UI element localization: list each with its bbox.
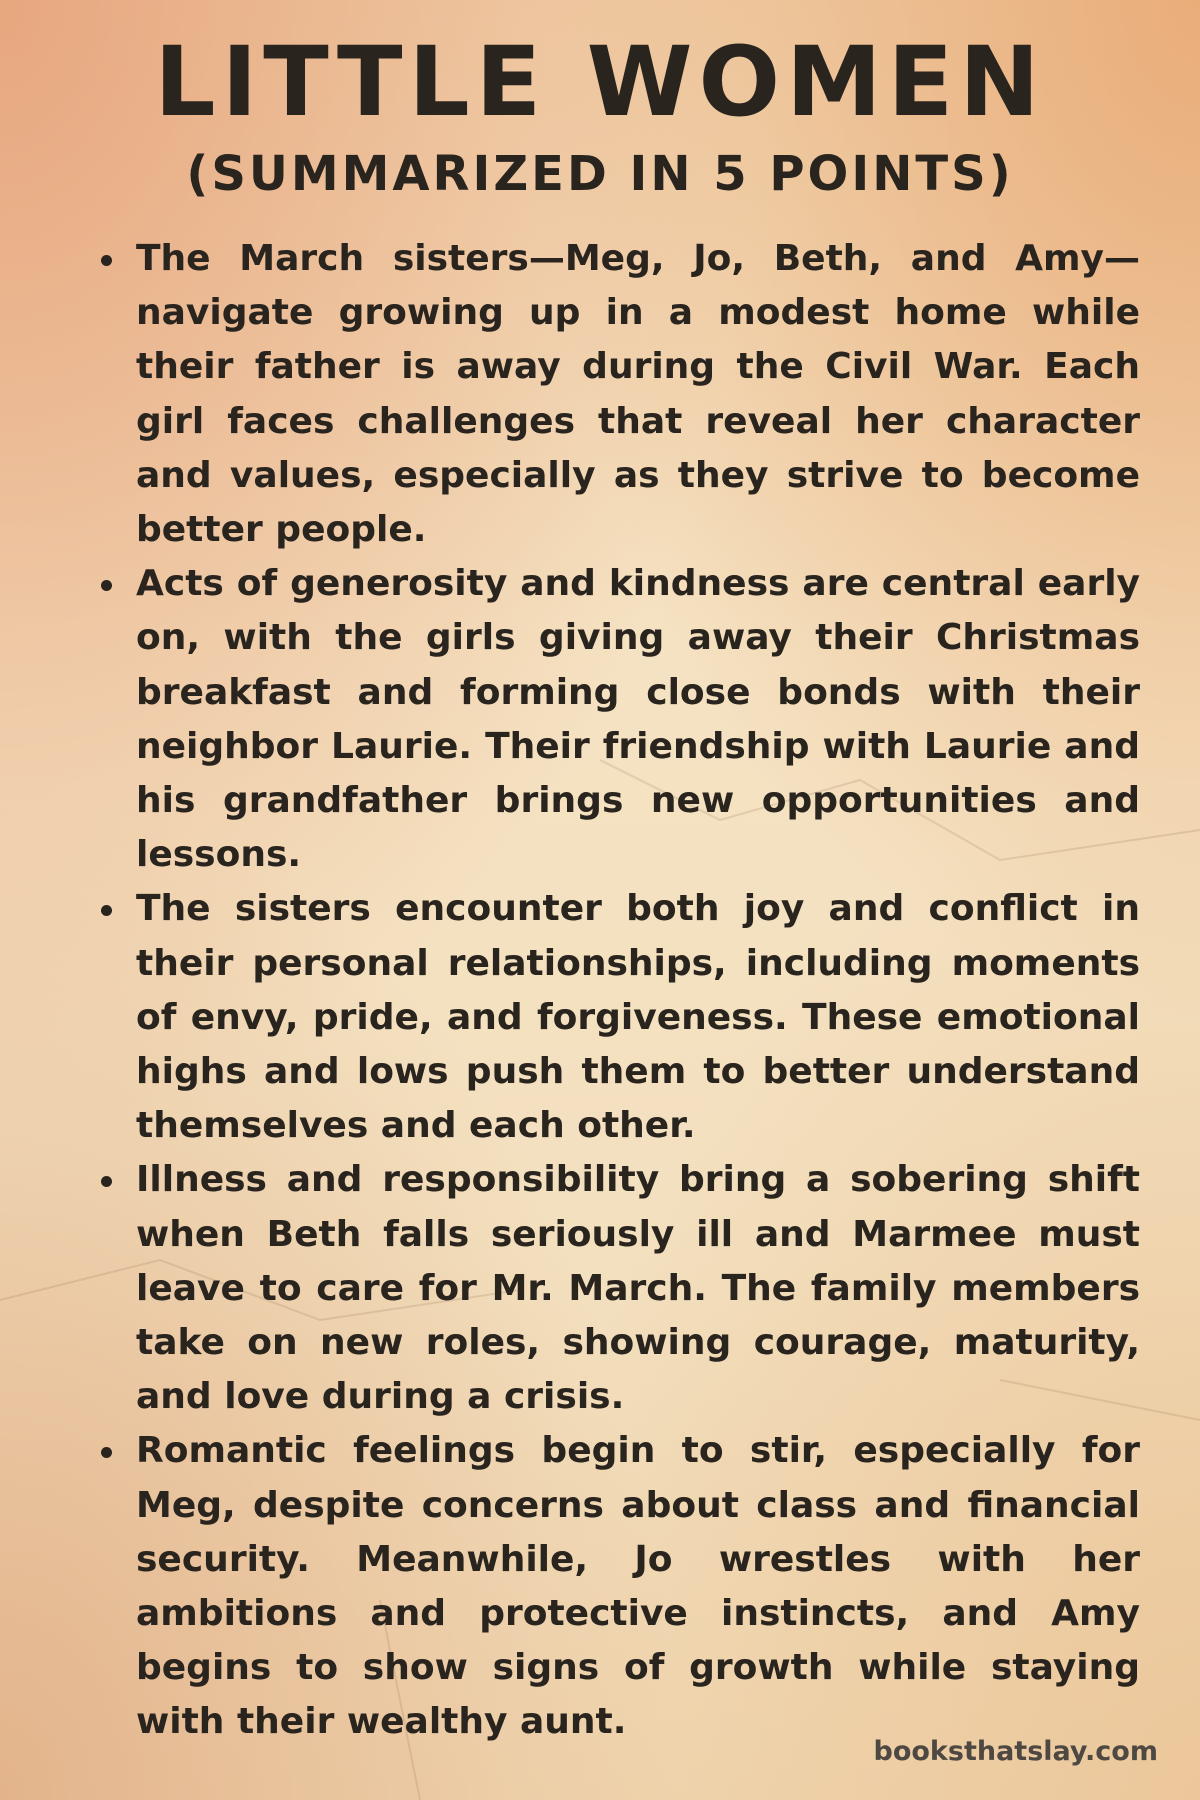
bullet-icon [101, 255, 112, 266]
page-subtitle: (SUMMARIZED IN 5 POINTS) [186, 146, 1014, 202]
bullet-icon [101, 1447, 112, 1458]
site-credit: booksthatslay.com [873, 1736, 1158, 1767]
summary-point-text: Romantic feelings begin to stir, especially for Meg, despite concerns about class and financial security. Meanwhile, Jo wrestles with her ambitions and protective instincts, and Amy begins to show signs of growth while staying with their wealthy aunt. [136, 1430, 1140, 1743]
bullet-icon [101, 580, 112, 591]
bullet-icon [101, 1176, 112, 1187]
summary-point-text: Acts of generosity and kindness are central early on, with the girls giving away their Christmas breakfast and forming close bonds with their neighbor Laurie. Their friendship with Laurie and his grandfather brings new opportunities and lessons. [136, 563, 1140, 876]
summary-point-1 [96, 232, 1140, 557]
summary-point-2 [96, 557, 1140, 882]
summary-point-text: The March sisters—Meg, Jo, Beth, and Amy—navigate growing up in a modest home while their father is away during the Civil War. Each girl faces challenges that reveal her character and values, especially as they strive to become better people. [136, 238, 1140, 551]
summary-point-text: The sisters encounter both joy and conflict in their personal relationships, including moments of envy, pride, and forgiveness. These emotional highs and lows push them to better understand themselves and each other. [136, 888, 1140, 1147]
page-title: LITTLE WOMEN [154, 26, 1046, 138]
summary-list [96, 232, 1140, 1750]
summary-point-4 [96, 1153, 1140, 1424]
summary-point-text: Illness and responsibility bring a sobering shift when Beth falls seriously ill and Marmee must leave to care for Mr. March. The family members take on new roles, showing courage, maturity, and love during a crisis. [136, 1159, 1140, 1418]
bullet-icon [101, 905, 112, 916]
summary-point-5 [96, 1424, 1140, 1749]
summary-point-3 [96, 882, 1140, 1153]
